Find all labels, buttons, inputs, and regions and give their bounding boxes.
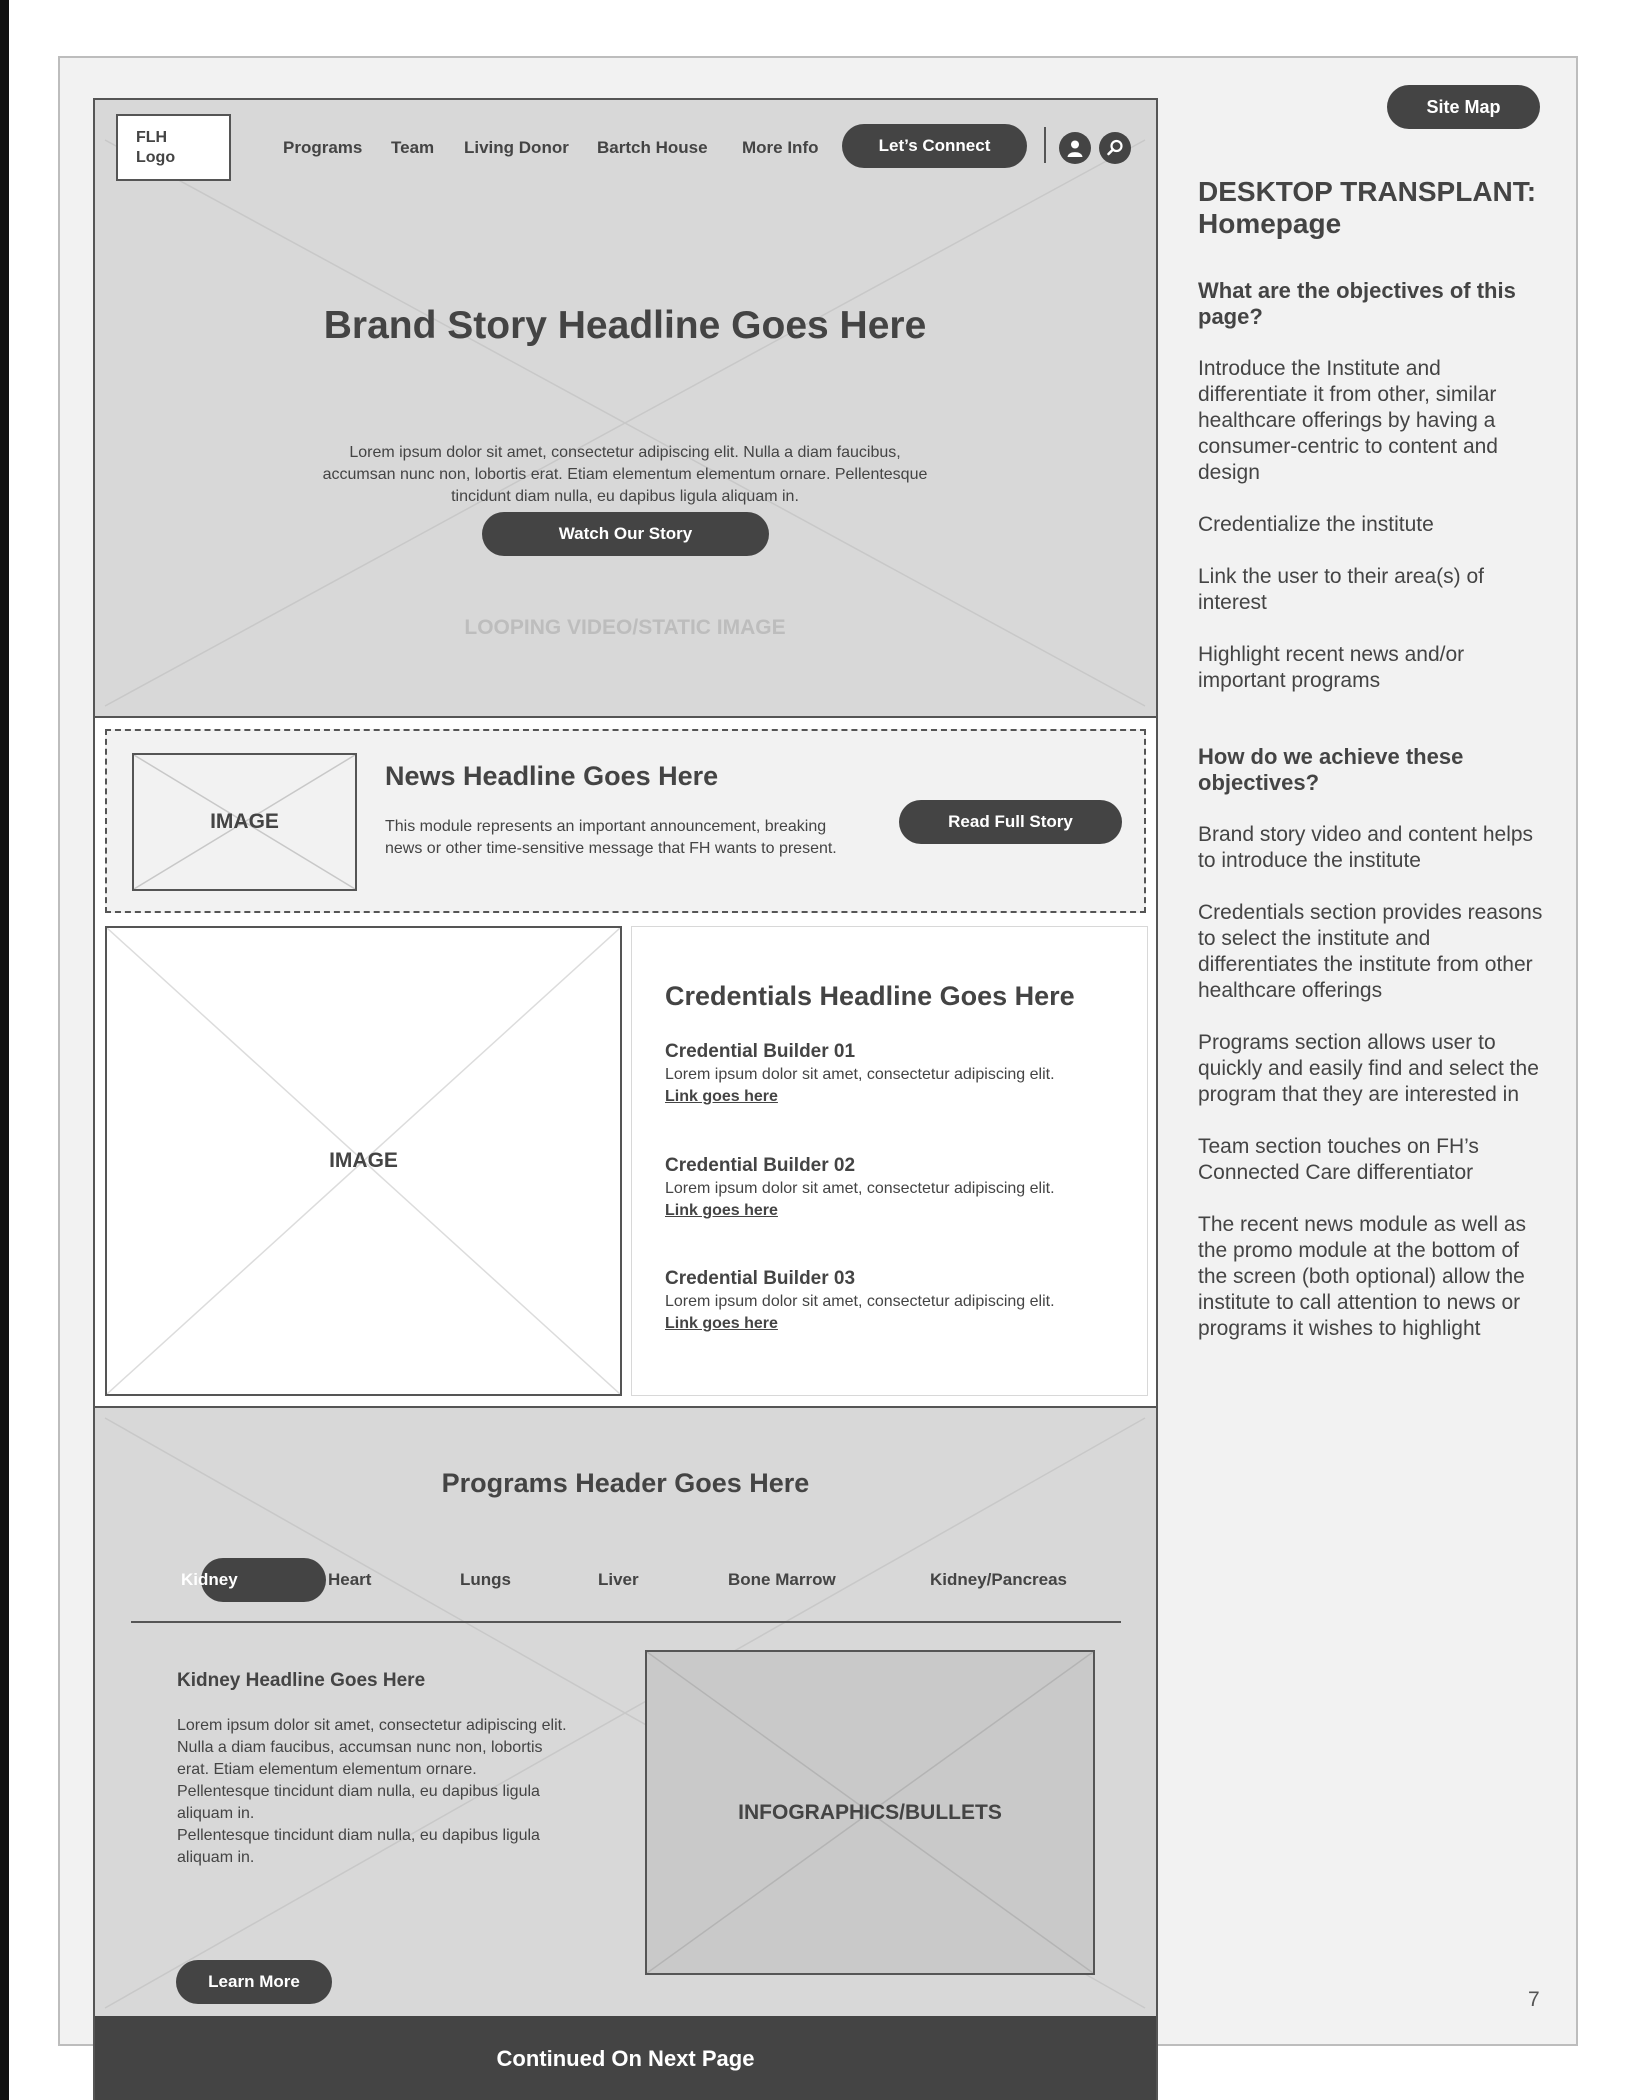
credential-link[interactable]: Link goes here [665, 1315, 778, 1332]
objective-item: Link the user to their area(s) of interest [1198, 565, 1484, 614]
news-image-placeholder [132, 753, 357, 891]
tab-heart[interactable]: Heart [328, 1570, 372, 1589]
read-full-story-button[interactable]: Read Full Story [899, 800, 1122, 844]
nav-item-programs[interactable]: Programs [283, 138, 363, 157]
hero-media-label: LOOPING VIDEO/STATIC IMAGE [464, 616, 786, 639]
news-body-text: This module represents an important announcement, breaking news or other time-sensitive message that FH wants to present. [385, 818, 837, 857]
approach-item: Credentials section provides reasons to select the institute and differentiates the institute from other healthcare offerings [1198, 901, 1543, 1002]
credential-item [665, 1267, 1135, 1335]
lets-connect-button[interactable]: Let’s Connect [842, 124, 1027, 168]
annotation-title: DESKTOP TRANSPLANT: Homepage [1198, 176, 1537, 239]
tab-liver[interactable]: Liver [598, 1570, 639, 1589]
approach-item: Team section touches on FH’s Connected Care differentiator [1198, 1135, 1479, 1184]
page-edge-shadow [0, 0, 9, 2100]
tab-kidney[interactable]: Kidney [181, 1570, 238, 1589]
hero-body-text: Lorem ipsum dolor sit amet, consectetur adipiscing elit. Nulla a diam faucibus, accumsan nunc non, lobortis erat. Etiam elementum elementum ornare. Pellentesque tincidunt diam nulla, eu dapibus ligula aliquam in. [322, 444, 928, 505]
objective-item: Introduce the Institute and differentiate it from other, similar healthcare offerings by having a consumer-centric to content and design [1198, 357, 1498, 484]
credentials-headline: Credentials Headline Goes Here [665, 981, 1075, 1011]
approach-question: How do we achieve these objectives? [1198, 744, 1464, 795]
approach-item: The recent news module as well as the promo module at the bottom of the screen (both optional) allow the institute to call attention to news or programs it wishes to highlight [1198, 1213, 1526, 1340]
credential-body: Lorem ipsum dolor sit amet, consectetur adipiscing elit. [665, 1066, 1055, 1083]
program-paragraph: Pellentesque tincidunt diam nulla, eu dapibus ligula aliquam in. [177, 1827, 540, 1866]
programs-header: Programs Header Goes Here [441, 1468, 810, 1498]
page-number: 7 [1528, 1988, 1540, 2011]
credential-title: Credential Builder 03 [665, 1268, 856, 1289]
hero-section [95, 100, 1156, 718]
infographic-placeholder [645, 1650, 1095, 1975]
credential-body: Lorem ipsum dolor sit amet, consectetur adipiscing elit. [665, 1293, 1055, 1310]
credential-title: Credential Builder 01 [665, 1041, 856, 1062]
tab-kidney-pancreas[interactable]: Kidney/Pancreas [930, 1570, 1068, 1589]
user-icon[interactable] [1059, 132, 1091, 164]
news-image-label: IMAGE [210, 810, 279, 833]
news-headline: News Headline Goes Here [385, 761, 719, 791]
infographic-label: INFOGRAPHICS/BULLETS [738, 1800, 1002, 1824]
annotation-notes [1198, 176, 1548, 1342]
program-paragraph: Lorem ipsum dolor sit amet, consectetur adipiscing elit. Nulla a diam faucibus, accumsan nunc non, lobortis erat. Etiam elementum elementum ornare. Pellentesque tincidunt diam nulla, eu dapibus ligula aliquam in. [177, 1717, 567, 1822]
approach-item: Brand story video and content helps to introduce the institute [1198, 823, 1534, 872]
credentials-image-placeholder [105, 926, 622, 1396]
nav-item-living-donor[interactable]: Living Donor [464, 138, 569, 157]
credential-body: Lorem ipsum dolor sit amet, consectetur adipiscing elit. [665, 1180, 1055, 1197]
program-headline: Kidney Headline Goes Here [177, 1670, 426, 1691]
tab-bone-marrow[interactable]: Bone Marrow [728, 1570, 836, 1589]
nav-item-more-info[interactable]: More Info [742, 138, 819, 157]
homepage-wireframe [93, 98, 1158, 2100]
tabs-divider [131, 1621, 1121, 1623]
tab-lungs[interactable]: Lungs [460, 1570, 511, 1589]
hero-headline: Brand Story Headline Goes Here [323, 304, 927, 347]
continued-banner: Continued On Next Page [95, 2016, 1156, 2100]
logo-line-2: Logo [136, 149, 176, 166]
objectives-question: What are the objectives of this page? [1198, 278, 1516, 329]
credential-title: Credential Builder 02 [665, 1155, 856, 1176]
credential-link[interactable]: Link goes here [665, 1202, 778, 1219]
learn-more-button[interactable]: Learn More [176, 1960, 332, 2004]
programs-section [95, 1406, 1156, 2016]
credential-item [665, 1040, 1135, 1108]
site-map-button[interactable]: Site Map [1387, 85, 1540, 129]
logo-line-1: FLH [136, 129, 168, 146]
news-module [105, 729, 1146, 913]
credential-link[interactable]: Link goes here [665, 1088, 778, 1105]
search-icon[interactable] [1099, 132, 1131, 164]
search-glyph [1105, 138, 1125, 158]
watch-our-story-button[interactable]: Watch Our Story [482, 512, 769, 556]
site-logo[interactable] [116, 114, 231, 181]
nav-item-team[interactable]: Team [391, 138, 435, 157]
approach-item: Programs section allows user to quickly and easily find and select the program that they are interested in [1198, 1031, 1539, 1106]
objective-item: Highlight recent news and/or important programs [1198, 643, 1465, 692]
objective-item: Credentialize the institute [1198, 513, 1434, 536]
nav-divider [1044, 127, 1046, 163]
user-glyph [1065, 138, 1085, 158]
credential-item [665, 1154, 1135, 1222]
nav-item-bartch-house[interactable]: Bartch House [597, 138, 708, 157]
credentials-image-label: IMAGE [329, 1149, 398, 1172]
credentials-panel [631, 926, 1148, 1396]
